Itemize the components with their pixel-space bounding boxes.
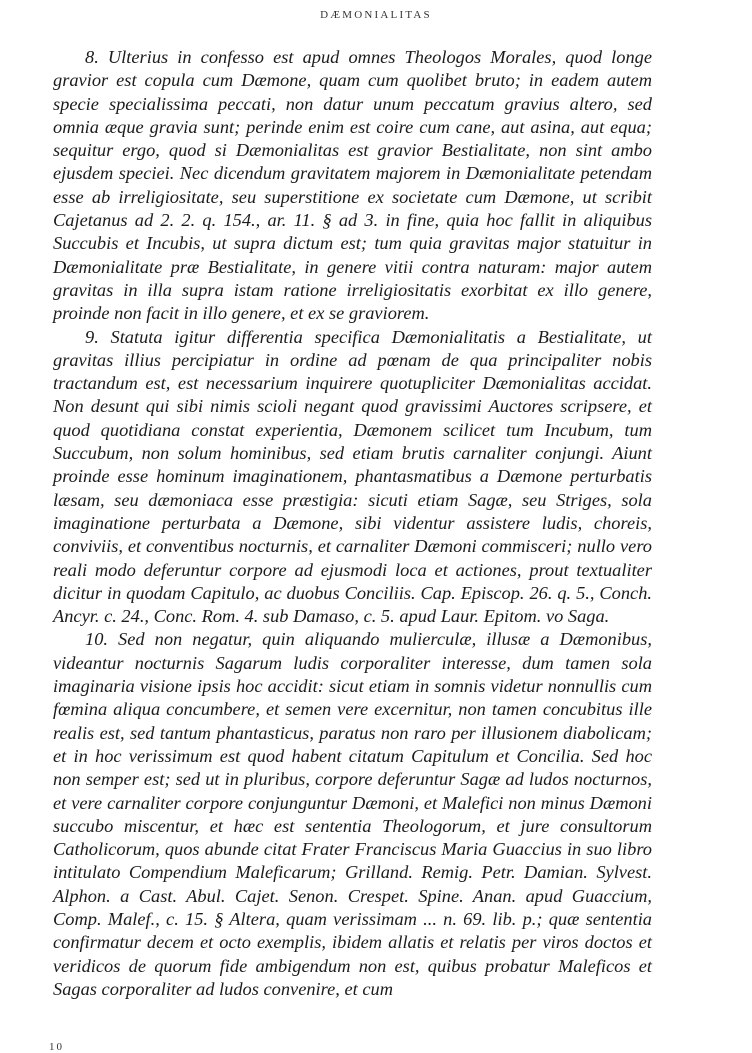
paragraph-10: 10. Sed non negatur, quin aliquando mulierculæ, illusæ a Dæmonibus, videantur nocturnis Sagarum ludis corporaliter interesse, dum tamen sola imaginaria visione ipsis hoc accidit: sicut etiam in somnis videtur nonnullis cum fœmina aliqua concumbere, et semen vere excernitur, non tamen concubitus ille realis est, sed tantum phantasticus, paratus non raro per illusionem diabolicam; et in hoc verissimum est quod habent citatum Capitulum et Concilia. Sed hoc non semper est; sed ut in pluribus, corpore deferuntur Sagæ ad ludos nocturnos, et vere carnaliter corpore conjunguntur Dæmoni, et Malefici non minus Dæmoni succubo miscentur, et hæc est sententia Theologorum, et jure consultorum Catholicorum, quos abunde citat Frater Franciscus Maria Guaccius in suo libro intitulato Compendium Maleficarum; Grilland. Remig. Petr. Damian. Sylvest. Alphon. a Cast. Abul. Cajet. Senon. Crespet. Spine. Anan. apud Guaccium, Comp. Malef., c. 15. § Altera, quam verissimam ... n. 69. lib. p.; quæ sententia confirmatur decem et octo exemplis, ibidem allatis et relatis per viros doctos et veridicos de quorum fide ambigendum non est, quibus probatur Maleficos et Sagas corporaliter ad ludos convenire, et cum <box>53 629 652 999</box>
page-number: 10 <box>49 1041 64 1053</box>
paragraph-9: 9. Statuta igitur differentia specifica Dæmonialitatis a Bestialitate, ut gravitas illius percipiatur in ordine ad pœnam de qua principaliter nobis tractandum est, est necessarium inquirere quotupliciter Dæmonialitas accidat. Non desunt qui sibi nimis scioli negant quod gravissimi Auctores scripsere, et quod quotidiana constat experientia, Dæmonem scilicet tum Incubum, tum Succubum, non solum hominibus, sed etiam brutis carnaliter conjungi. Aiunt proinde esse hominum imaginationem, phantasmatibus a Dæmone perturbatis læsam, seu dæmoniaca esse præstigia: sicuti etiam Sagæ, seu Striges, sola imaginatione perturbata a Dæmone, sibi videntur assistere ludis, choreis, conviviis, et conventibus nocturnis, et carnaliter Dæmoni commisceri; nullo vero reali modo deferuntur corpore ad ejusmodi loca et actiones, prout textualiter dicitur in quodam Capitulo, ac duobus Conciliis. Cap. Episcop. 26. q. 5., Conch. Ancyr. c. 24., Conc. Rom. 4. sub Damaso, c. 5. apud Laur. Epitom. vo Saga. <box>53 326 652 627</box>
running-header: DÆMONIALITAS <box>320 9 432 21</box>
paragraph-8: 8. Ulterius in confesso est apud omnes Theologos Morales, quod longe gravior est copula cum Dæmone, quam cum quolibet bruto; in eadem autem specie specialissima peccati, non datur unum peccatum gravius altero, sed omnia æque gravia sunt; perinde enim est coire cum cane, aut asina, aut equa; sequitur ergo, quod si Dæmonialitas est gravior Bestialitate, non sint ambo ejusdem speciei. Nec dicendum gravitatem majorem in Dæmonialitate petendam esse ab irreligiositate, seu superstitione ex societate cum Dæmone, ut scribit Cajetanus ad 2. 2. q. 154., ar. 11. § ad 3. in fine, quia hoc fallit in aliquibus Succubis et Incubis, ut supra dictum est; tum quia gravitas major statuitur in Dæmonialitate præ Bestialitate, in genere vitii contra naturam: major autem gravitas in illa supra istam ratione irreligiositatis exorbitat ex illo genere, proinde non facit in illo genere, et ex se graviorem. <box>53 47 652 324</box>
body-text <box>53 46 652 1001</box>
